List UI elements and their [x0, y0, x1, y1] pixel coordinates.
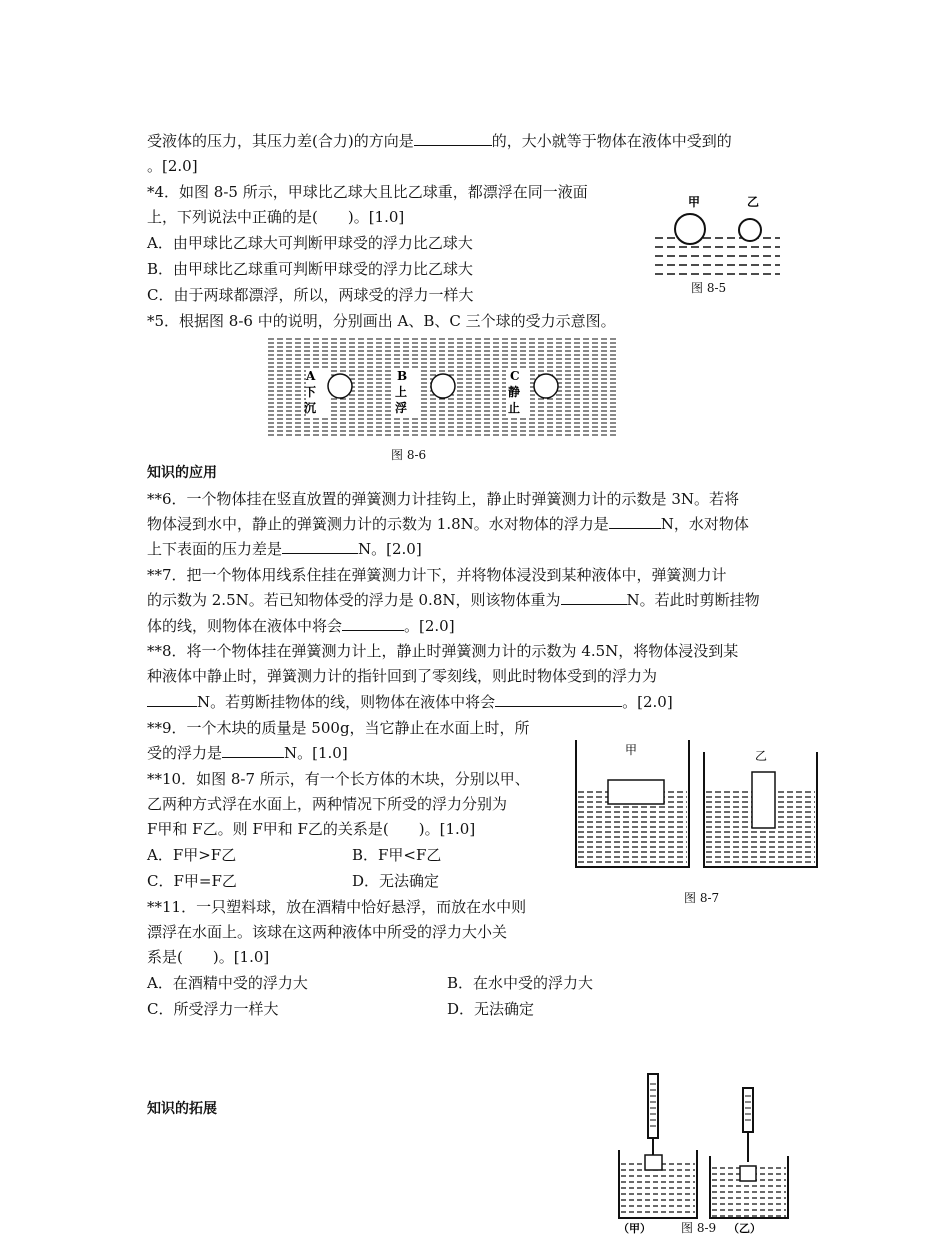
fig89-caption: 图 8-9: [681, 1221, 717, 1235]
fig85-label-yi: 乙: [747, 195, 760, 209]
answer-blank[interactable]: [609, 512, 661, 529]
figure-8-9: [612, 1070, 792, 1236]
text-span: 受的浮力是: [147, 744, 223, 762]
option-b[interactable]: B．F甲<F乙: [352, 846, 442, 864]
text-line: [147, 129, 732, 154]
fig86-caption: 图 8-6: [391, 448, 427, 462]
fig89-label-jia: （甲）: [618, 1222, 651, 1235]
figure-8-7: [573, 736, 823, 872]
ball-c: [534, 374, 558, 398]
question-9-cont: [147, 741, 348, 766]
question-5: *5．根据图 8-6 中的说明，分别画出 A、B、C 三个球的受力示意图。: [147, 312, 616, 330]
text-span: N。若剪断挂物体的线，则物体在液体中将会: [197, 693, 496, 711]
question-11: **11．一只塑料球，放在酒精中恰好悬浮，而放在水中则: [147, 898, 527, 916]
ballB-state1: 上: [395, 385, 408, 399]
ballC-label: C: [510, 369, 520, 383]
question-10-cont2: F甲和 F乙。则 F甲和 F乙的关系是( )。[1.0]: [147, 820, 476, 838]
ballB-label: B: [397, 369, 408, 383]
answer-blank[interactable]: [147, 690, 197, 707]
text-span: 。[2.0]: [622, 693, 673, 711]
ball-a: [328, 374, 352, 398]
ballB-state2: 浮: [395, 401, 408, 415]
question-7-cont2: [147, 614, 455, 639]
ball-jia: [675, 214, 705, 244]
fig85-caption: 图 8-5: [691, 281, 727, 295]
question-10-cont: 乙两种方式浮在水面上，两种情况下所受的浮力分别为: [147, 795, 508, 813]
ballC-state2: 止: [508, 401, 521, 415]
ballA-state1: 下: [304, 385, 317, 399]
ballC-state1: 静: [508, 385, 521, 399]
text-span: N，水对物体: [660, 515, 749, 533]
option-c[interactable]: C．所受浮力一样大: [147, 1000, 279, 1018]
question-11-cont: 漂浮在水面上。该球在这两种液体中所受的浮力大小关: [147, 923, 508, 941]
answer-blank[interactable]: [414, 129, 492, 146]
wood-block-yi: [752, 772, 775, 828]
option-d[interactable]: D．无法确定: [352, 872, 440, 890]
question-8: **8．将一个物体挂在弹簧测力计上，静止时弹簧测力计的示数为 4.5N，将物体浸没到某: [147, 642, 739, 660]
fig87-label-yi: 乙: [755, 749, 768, 763]
text-span: N。若此时剪断挂物: [626, 591, 760, 609]
text-span: 的示数为 2.5N。若已知物体受的浮力是 0.8N，则该物体重为: [147, 591, 561, 609]
option-a[interactable]: A．F甲>F乙: [147, 846, 237, 864]
text-span: 。[2.0]: [404, 617, 455, 635]
option-b[interactable]: B．由甲球比乙球重可判断甲球受的浮力比乙球大: [147, 260, 474, 278]
text-span: N。[2.0]: [358, 540, 422, 558]
text-span: 的，大小就等于物体在液体中受到的: [491, 132, 732, 150]
ballA-state2: 沉: [304, 401, 317, 415]
text-line: 。[2.0]: [147, 157, 198, 175]
wood-block-jia: [608, 780, 664, 804]
figure-8-6: [266, 337, 620, 439]
question-7-cont: [147, 588, 760, 613]
answer-blank[interactable]: [561, 588, 627, 605]
question-4: *4．如图 8-5 所示，甲球比乙球大且比乙球重，都漂浮在同一液面: [147, 183, 588, 201]
question-7: **7．把一个物体用线系住挂在弹簧测力计下，并将物体浸没到某种液体中，弹簧测力计: [147, 566, 727, 584]
answer-blank[interactable]: [342, 614, 404, 631]
ballA-label: A: [306, 369, 316, 383]
question-11-cont2: 系是( )。[1.0]: [147, 948, 270, 966]
question-8-cont: 种液体中静止时，弹簧测力计的指针回到了零刻线，则此时物体受到的浮力为: [147, 667, 658, 685]
answer-blank[interactable]: [495, 690, 622, 707]
section-heading-application: 知识的应用: [147, 465, 217, 481]
question-6: **6．一个物体挂在竖直放置的弹簧测力计挂钩上，静止时弹簧测力计的示数是 3N。若将: [147, 490, 739, 508]
object-yi: [740, 1166, 756, 1181]
fig89-label-yi: （乙）: [728, 1222, 761, 1235]
question-9: **9．一个木块的质量是 500g，当它静止在水面上时，所: [147, 719, 530, 737]
text-span: N。[1.0]: [284, 744, 348, 762]
question-6-cont2: [147, 537, 422, 562]
option-d[interactable]: D．无法确定: [447, 1000, 535, 1018]
object-jia: [645, 1155, 662, 1170]
option-c[interactable]: C．由于两球都漂浮，所以，两球受的浮力一样大: [147, 286, 474, 304]
question-8-cont2: [147, 690, 673, 715]
option-a[interactable]: A．在酒精中受的浮力大: [147, 974, 308, 992]
text-span: 体的线，则物体在液体中将会: [147, 617, 343, 635]
answer-blank[interactable]: [222, 741, 284, 758]
ball-yi: [739, 219, 761, 241]
text-span: 上下表面的压力差是: [147, 540, 283, 558]
question-4-cont: 上，下列说法中正确的是( )。[1.0]: [147, 208, 405, 226]
text-span: 受液体的压力，其压力差(合力)的方向是: [147, 132, 414, 150]
question-6-cont: [147, 512, 749, 537]
option-b[interactable]: B．在水中受的浮力大: [447, 974, 594, 992]
option-a[interactable]: A．由甲球比乙球大可判断甲球受的浮力比乙球大: [147, 234, 473, 252]
text-span: 物体浸到水中，静止的弹簧测力计的示数为 1.8N。水对物体的浮力是: [147, 515, 609, 533]
ball-b: [431, 374, 455, 398]
fig87-caption: 图 8-7: [684, 891, 720, 905]
spring-scale-yi: [743, 1088, 753, 1132]
fig87-label-jia: 甲: [625, 743, 638, 757]
option-c[interactable]: C．F甲=F乙: [147, 872, 237, 890]
fig85-label-jia: 甲: [688, 195, 701, 209]
question-10: **10．如图 8-7 所示，有一个长方体的木块，分别以甲、: [147, 770, 530, 788]
answer-blank[interactable]: [282, 537, 358, 554]
section-heading-extension: 知识的拓展: [147, 1101, 217, 1117]
